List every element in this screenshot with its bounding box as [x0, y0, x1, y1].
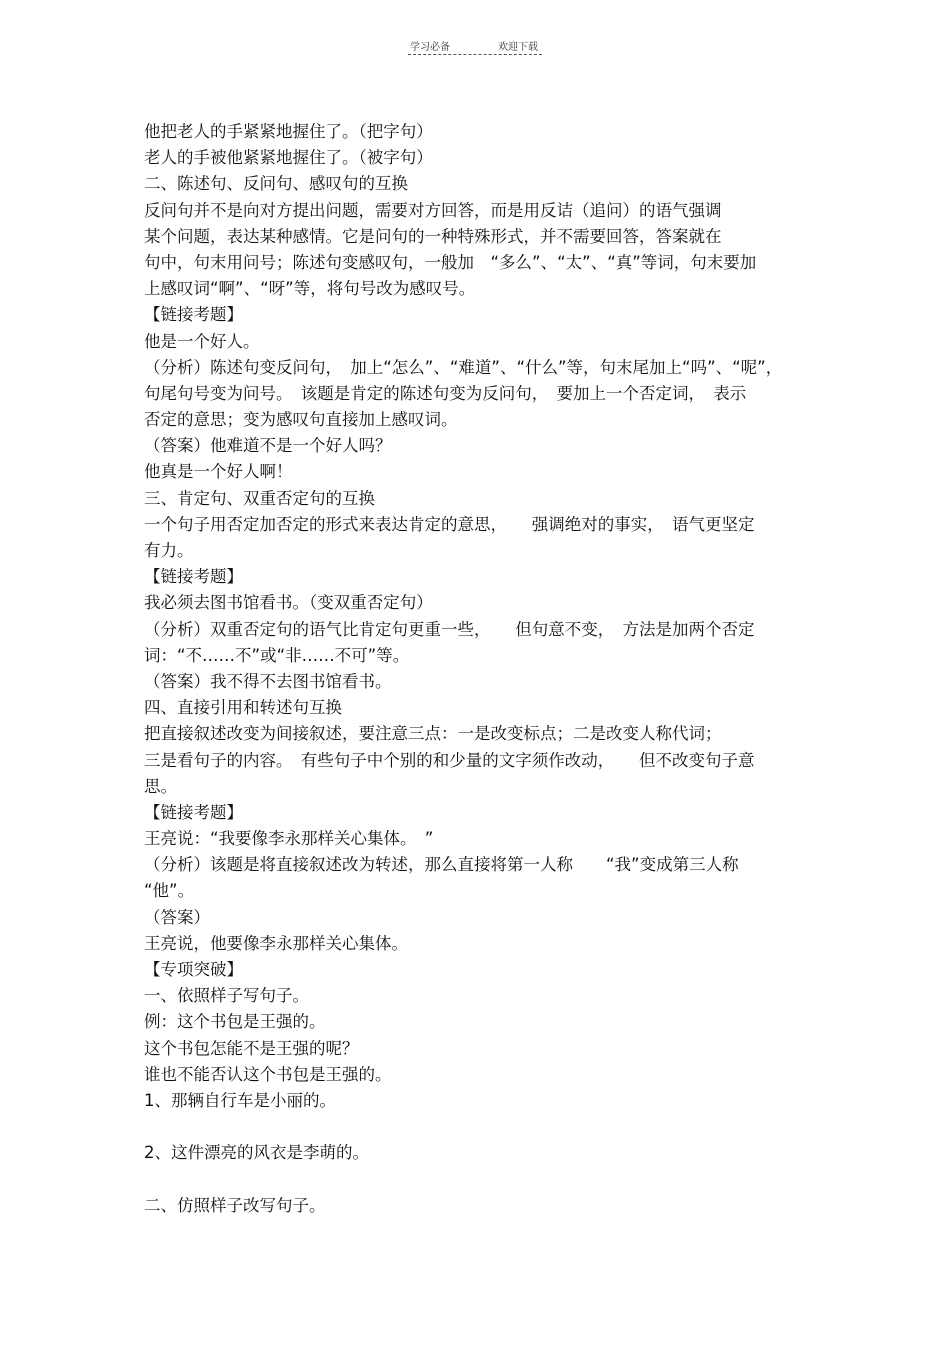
- text-line: 反问句并不是向对方提出问题，需要对方回答，而是用反诘（追问）的语气强调: [144, 200, 722, 220]
- text-line: 一个句子用否定加否定的形式来表达肯定的意思， 强调绝对的事实， 语气更坚定: [144, 514, 755, 534]
- text-line: 【链接考题】: [144, 567, 243, 587]
- header-right-text: 欢迎下载: [498, 42, 538, 53]
- text-line: 三、肯定句、双重否定句的互换: [144, 488, 375, 508]
- text-line: （分析）该题是将直接叙述改为转述，那么直接将第一人称 “我”变成第三人称: [144, 855, 739, 875]
- text-line: 二、仿照样子改写句子。: [144, 1195, 326, 1215]
- text-line: （答案）: [144, 907, 210, 927]
- blank-line: [144, 1114, 809, 1140]
- text-line: （分析）双重否定句的语气比肯定句更重一些， 但句意不变， 方法是加两个否定: [144, 619, 755, 639]
- text-line: 王亮说，他要像李永那样关心集体。: [144, 933, 408, 953]
- text-line: 他把老人的手紧紧地握住了。（把字句）: [144, 122, 433, 141]
- text-line: （分析）陈述句变反问句， 加上“怎么”、“难道”、“什么”等，句末尾加上“吗”、“呢”，: [144, 357, 783, 377]
- text-line: 二、陈述句、反问句、感叹句的互换: [144, 174, 408, 194]
- text-line: 他是一个好人。: [144, 331, 260, 351]
- text-line: 【专项突破】: [144, 960, 243, 979]
- text-line: 谁也不能否认这个书包是王强的。: [144, 1064, 392, 1084]
- text-line: 把直接叙述改变为间接叙述，要注意三点：一是改变标点；二是改变人称代词；: [144, 724, 722, 744]
- document-body: [144, 119, 809, 1219]
- text-line: 三是看句子的内容。 有些句子中个别的和少量的文字须作改动， 但不改变句子意: [144, 750, 755, 770]
- text-line: 思。: [144, 776, 177, 796]
- text-line: 王亮说：“我要像李永那样关心集体。 ”: [144, 829, 434, 849]
- text-line: 我必须去图书馆看书。（变双重否定句）: [144, 593, 433, 613]
- text-line: 四、直接引用和转述句互换: [144, 698, 342, 718]
- text-line: 句中，句末用问号；陈述句变感叹句，一般加 “多么”、“太”、“真”等词，句末要加: [144, 252, 757, 272]
- text-line: “他”。: [144, 881, 195, 901]
- text-line: 例：这个书包是王强的。: [144, 1012, 326, 1032]
- text-line: 一、依照样子写句子。: [144, 986, 309, 1006]
- text-line: 某个问题，表达某种感情。它是问句的一种特殊形式，并不需要回答，答案就在: [144, 226, 722, 246]
- header-left-text: 学习必备: [410, 42, 450, 53]
- text-line: （答案）他难道不是一个好人吗？: [144, 436, 392, 456]
- text-line: 老人的手被他紧紧地握住了。（被字句）: [144, 148, 433, 168]
- text-line: 【链接考题】: [144, 305, 243, 325]
- text-line: 有力。: [144, 541, 194, 560]
- text-line: 词：“不……不”或“非……不可”等。: [144, 645, 410, 665]
- text-line: 句尾句号变为问号。 该题是肯定的陈述句变为反问句， 要加上一个否定词， 表示: [144, 383, 747, 403]
- text-line: 这个书包怎能不是王强的呢？: [144, 1038, 359, 1058]
- text-line: 【链接考题】: [144, 802, 243, 822]
- text-line: 他真是一个好人啊！: [144, 462, 293, 482]
- text-line: （答案）我不得不去图书馆看书。: [144, 671, 392, 691]
- text-line: 1、那辆自行车是小丽的。: [144, 1090, 336, 1110]
- header-rule: [408, 54, 542, 55]
- text-line: 2、这件漂亮的风衣是李萌的。: [144, 1143, 369, 1163]
- text-line: 上感叹词“啊”、“呀”等，将句号改为感叹号。: [144, 279, 476, 299]
- blank-line: [144, 1167, 809, 1193]
- text-line: 否定的意思；变为感叹句直接加上感叹词。: [144, 410, 458, 430]
- page-header: [408, 38, 542, 56]
